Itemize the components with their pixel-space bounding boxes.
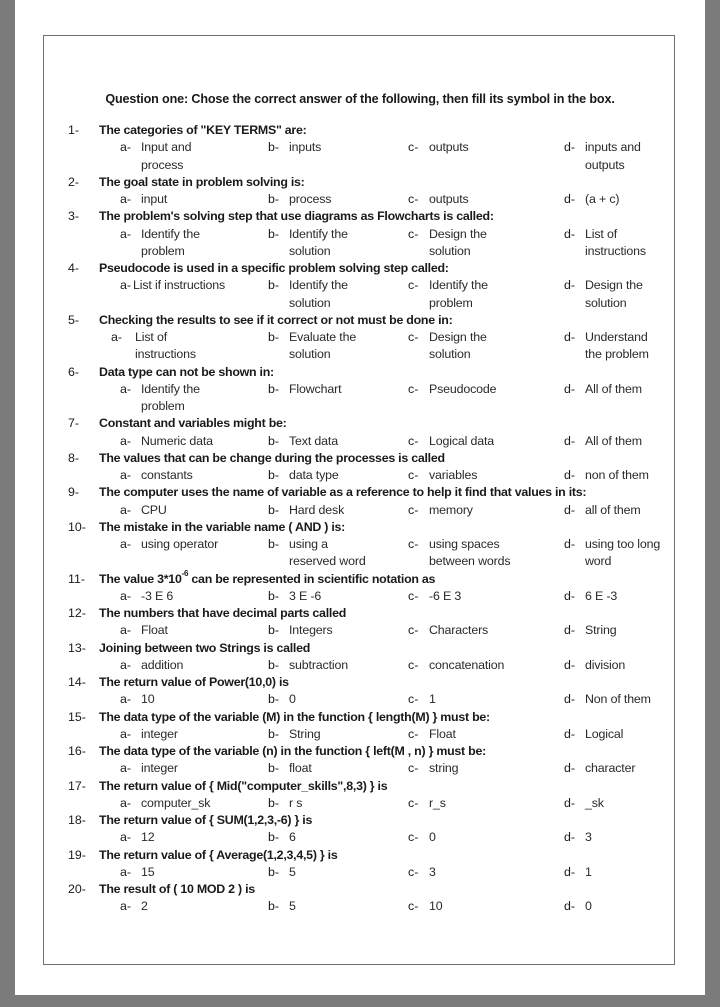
question-text: The values that can be change during the processes is called (99, 450, 445, 465)
option-letter: d- (564, 864, 576, 879)
question-text: The return value of Power(10,0) is (99, 675, 289, 689)
question-text: The problem's solving step that use diagrams as Flowcharts is called: (99, 209, 494, 224)
question-row (15, 640, 675, 657)
option-text: 6 E -3 (585, 588, 618, 603)
option-letter: c- (408, 795, 419, 810)
question-number: 1- (68, 123, 80, 137)
option-letter: c- (408, 502, 419, 517)
option-letter: b- (268, 623, 280, 638)
question-item (15, 450, 675, 485)
question-row (15, 881, 675, 898)
option-letter: a- (120, 537, 132, 551)
question-text: Joining between two Strings is called (99, 640, 311, 655)
answer-options (15, 898, 675, 915)
option-text: 6 (289, 830, 296, 845)
question-item (15, 605, 675, 640)
question-text: The computer uses the name of variable as a reference to help it find that values in its: (99, 485, 587, 500)
option-text: constants (141, 468, 193, 482)
option-text: using spaces between words (429, 537, 511, 569)
section-heading: Question one: Chose the correct answer of the following, then fill its symbol in the box. (105, 92, 615, 106)
option-text: input (141, 192, 168, 206)
option-text: character (585, 761, 636, 776)
option-letter: d- (564, 468, 576, 482)
option-letter: c- (408, 468, 419, 482)
answer-options (15, 381, 675, 416)
answer-options (15, 329, 675, 364)
option-letter: a- (120, 502, 132, 517)
option-letter: b- (268, 330, 280, 344)
option-text: subtraction (289, 657, 348, 672)
question-item (15, 674, 675, 709)
option-letter: b- (268, 226, 280, 241)
question-text: Data type can not be shown in: (99, 364, 274, 379)
option-text: 1 (585, 864, 592, 879)
option-letter: d- (564, 623, 576, 638)
option-text: Identify the solution (289, 226, 348, 258)
option-letter: d- (564, 330, 576, 344)
option-letter: c- (408, 726, 419, 741)
option-letter: c- (408, 278, 419, 293)
option-letter: a- (120, 433, 132, 448)
option-text: String (585, 623, 617, 638)
option-letter: a- (120, 899, 132, 914)
option-text: using operator (141, 537, 219, 551)
option-text: 0 (429, 830, 436, 845)
option-text: 15 (141, 864, 155, 879)
question-list (15, 122, 675, 916)
option-text: 3 (429, 864, 436, 879)
option-text: r s (289, 795, 303, 810)
question-row (15, 812, 675, 829)
question-row (15, 709, 675, 726)
option-text: Text data (289, 433, 338, 448)
option-letter: a- (120, 761, 132, 776)
option-letter: c- (408, 864, 419, 879)
option-text: Characters (429, 623, 489, 638)
question-text: The data type of the variable (n) in the function { left(M , n) } must be: (99, 744, 486, 758)
question-item (15, 847, 675, 882)
question-row (15, 605, 675, 622)
option-letter: c- (408, 761, 419, 776)
answer-options (15, 829, 675, 846)
option-letter: b- (268, 140, 280, 155)
question-item (15, 415, 675, 450)
question-row (15, 208, 675, 225)
answer-options (15, 588, 675, 605)
option-text: Pseudocode (429, 381, 497, 396)
option-letter: d- (564, 899, 576, 914)
option-letter: c- (408, 657, 419, 672)
question-text: The value $3*10^{-6}$ can be represented in scientific notation as (99, 569, 436, 586)
option-letter: b- (268, 692, 280, 707)
question-text: Checking the results to see if it correct or not must be done in: (99, 312, 453, 327)
option-text: Design the solution (429, 226, 487, 258)
option-text: string (429, 761, 459, 776)
option-letter: b- (268, 381, 280, 396)
question-row (15, 364, 675, 381)
option-text: outputs (429, 192, 469, 206)
question-item (15, 812, 675, 847)
question-number: 5- (68, 312, 80, 327)
option-text: addition (141, 657, 184, 672)
option-text: List of instructions (135, 330, 196, 362)
question-number: 10- (68, 519, 86, 534)
option-text: _sk (585, 795, 604, 810)
option-letter: b- (268, 795, 280, 810)
question-text: The data type of the variable (M) in the function { length(M) } must be: (99, 709, 490, 724)
option-text: 0 (585, 899, 592, 914)
option-letter: d- (564, 726, 576, 741)
option-letter: b- (268, 537, 280, 551)
option-letter: c- (408, 623, 419, 638)
option-text: r_s (429, 795, 446, 810)
option-letter: b- (268, 433, 280, 448)
option-letter: d- (564, 588, 576, 603)
option-letter: c- (408, 433, 419, 448)
question-text: Pseudocode is used in a specific problem solving step called: (99, 261, 449, 275)
option-text: non of them (585, 468, 649, 482)
question-row (15, 743, 675, 760)
question-row (15, 519, 675, 536)
question-number: 4- (68, 261, 80, 275)
question-item (15, 122, 675, 174)
question-row (15, 415, 675, 432)
option-text: All of them (585, 381, 642, 396)
option-text: Logical data (429, 433, 495, 448)
question-number: 9- (68, 485, 80, 500)
question-number: 19- (68, 847, 86, 862)
option-text: Identify the solution (289, 278, 348, 310)
option-text: 3 (585, 830, 592, 845)
question-item (15, 312, 675, 364)
exponent: -6 (181, 569, 189, 579)
option-text: 10 (141, 692, 155, 707)
option-letter: c- (408, 192, 419, 206)
option-text: Flowchart (289, 381, 342, 396)
option-text: all of them (585, 502, 641, 517)
option-text: variables (429, 468, 478, 482)
question-item (15, 640, 675, 675)
option-letter: a- (111, 330, 123, 344)
question-item (15, 778, 675, 813)
option-letter: a- (120, 795, 132, 810)
question-number: 3- (68, 209, 80, 224)
option-text: inputs and outputs (585, 140, 641, 172)
question-item (15, 571, 675, 606)
question-item (15, 484, 675, 519)
option-letter: d- (564, 192, 576, 206)
option-letter: a- (120, 692, 132, 707)
option-letter: d- (564, 537, 576, 551)
option-letter: c- (408, 588, 419, 603)
answer-options (15, 226, 675, 261)
option-text: Input and process (141, 140, 192, 172)
option-text: process (289, 192, 332, 206)
option-letter: a- (120, 140, 132, 155)
option-text: -6 E 3 (429, 588, 462, 603)
option-letter: a- (120, 623, 132, 638)
option-text: Float (429, 726, 456, 741)
option-letter: c- (408, 692, 419, 707)
question-number: 13- (68, 640, 86, 655)
option-text: List if instructions (133, 278, 226, 293)
option-letter: c- (408, 330, 419, 344)
option-text: memory (429, 502, 473, 517)
option-text: Integers (289, 623, 333, 638)
question-item (15, 743, 675, 778)
option-text: List of instructions (585, 226, 646, 258)
option-text: concatenation (429, 657, 505, 672)
option-text: 5 (289, 864, 296, 879)
option-letter: b- (268, 278, 280, 293)
option-letter: c- (408, 226, 419, 241)
option-letter: c- (408, 537, 419, 551)
answer-options (15, 467, 675, 484)
option-text: Numeric data (141, 433, 213, 448)
option-letter: b- (268, 588, 280, 603)
option-text: inputs (289, 140, 322, 155)
option-text: String (289, 726, 321, 741)
question-item (15, 208, 675, 260)
option-letter: a- (120, 468, 132, 482)
question-text: The numbers that have decimal parts called (99, 606, 347, 620)
question-number: 6- (68, 364, 80, 379)
answer-options (15, 795, 675, 812)
option-letter: b- (268, 761, 280, 776)
option-letter: d- (564, 692, 576, 707)
option-text: Identify the problem (141, 381, 200, 413)
option-letter: b- (268, 502, 280, 517)
option-letter: b- (268, 192, 280, 206)
question-row (15, 122, 675, 139)
option-text: outputs (429, 140, 469, 155)
answer-options (15, 502, 675, 519)
option-letter: d- (564, 278, 576, 293)
question-row (15, 450, 675, 467)
question-row (15, 260, 675, 277)
exam-page (15, 0, 705, 995)
option-text: Design the solution (585, 278, 643, 310)
option-letter: a- (120, 278, 132, 293)
question-number: 15- (68, 709, 86, 724)
question-text: The result of ( 10 MOD 2 ) is (99, 882, 255, 896)
option-text: integer (141, 761, 178, 776)
answer-options (15, 433, 675, 450)
option-text: CPU (141, 502, 167, 517)
option-letter: a- (120, 864, 132, 879)
answer-options (15, 657, 675, 674)
option-letter: d- (564, 761, 576, 776)
option-text: 5 (289, 899, 296, 914)
option-letter: d- (564, 795, 576, 810)
question-item (15, 881, 675, 916)
question-row (15, 674, 675, 691)
question-number: 17- (68, 778, 86, 793)
option-text: using a reserved word (289, 537, 366, 569)
option-letter: d- (564, 433, 576, 448)
question-row (15, 484, 675, 501)
answer-options (15, 864, 675, 881)
answer-options (15, 277, 675, 312)
option-text: Identify the problem (429, 278, 488, 310)
option-letter: d- (564, 657, 576, 672)
option-text: Logical (585, 726, 624, 741)
option-text: -3 E 6 (141, 588, 174, 603)
question-number: 16- (68, 744, 86, 758)
answer-options (15, 726, 675, 743)
option-letter: d- (564, 140, 576, 155)
option-text: Float (141, 623, 168, 638)
option-letter: b- (268, 726, 280, 741)
option-text: computer_sk (141, 795, 211, 810)
option-letter: c- (408, 140, 419, 155)
option-text: float (289, 761, 312, 776)
option-letter: c- (408, 830, 419, 845)
option-text: (a + c) (585, 192, 620, 206)
option-text: Evaluate the solution (289, 330, 357, 362)
question-text: The mistake in the variable name ( AND ) is: (99, 519, 346, 534)
question-number: 20- (68, 882, 86, 896)
option-letter: c- (408, 381, 419, 396)
answer-options (15, 760, 675, 777)
question-number: 18- (68, 813, 86, 827)
question-row (15, 571, 675, 588)
option-text: 2 (141, 899, 148, 914)
option-letter: d- (564, 381, 576, 396)
option-text: All of them (585, 433, 642, 448)
option-text: division (585, 657, 626, 672)
question-text: The return value of { Mid("computer_skills",8,3) } is (99, 778, 388, 793)
option-text: 1 (429, 692, 436, 707)
option-text: Design the solution (429, 330, 487, 362)
question-number: 11- (68, 571, 85, 586)
option-text: Identify the problem (141, 226, 200, 258)
question-number: 7- (68, 416, 80, 431)
option-text: data type (289, 468, 339, 482)
question-number: 2- (68, 174, 80, 189)
option-text: 0 (289, 692, 296, 707)
answer-options (15, 139, 675, 174)
option-text: 12 (141, 830, 155, 845)
option-letter: b- (268, 830, 280, 845)
question-row (15, 778, 675, 795)
question-text: The categories of "KEY TERMS" are: (99, 123, 307, 137)
question-item (15, 260, 675, 312)
option-letter: d- (564, 830, 576, 845)
option-letter: a- (120, 192, 132, 206)
option-letter: a- (120, 657, 132, 672)
option-text: integer (141, 726, 178, 741)
option-letter: a- (120, 726, 132, 741)
option-letter: a- (120, 830, 132, 845)
question-item (15, 174, 675, 209)
answer-options (15, 622, 675, 639)
question-item (15, 364, 675, 416)
option-letter: b- (268, 657, 280, 672)
question-text: The return value of { Average(1,2,3,4,5) } is (99, 847, 338, 862)
answer-options (15, 536, 675, 571)
option-text: 10 (429, 899, 443, 914)
question-text: The return value of { SUM(1,2,3,-6) } is (99, 813, 313, 827)
question-text: Constant and variables might be: (99, 416, 287, 431)
question-row (15, 174, 675, 191)
question-row (15, 312, 675, 329)
option-text: using too long word (585, 537, 661, 569)
option-letter: c- (408, 899, 419, 914)
question-text: The goal state in problem solving is: (99, 174, 305, 189)
option-letter: a- (120, 588, 132, 603)
question-number: 14- (68, 675, 86, 689)
answer-options (15, 691, 675, 708)
question-item (15, 709, 675, 744)
option-letter: b- (268, 899, 280, 914)
option-text: Hard desk (289, 502, 345, 517)
option-text: 3 E -6 (289, 588, 322, 603)
option-text: Non of them (585, 692, 651, 707)
question-number: 8- (68, 450, 80, 465)
option-text: Understand the problem (585, 330, 649, 362)
option-letter: b- (268, 864, 280, 879)
question-row (15, 847, 675, 864)
question-item (15, 519, 675, 571)
answer-options (15, 191, 675, 208)
option-letter: d- (564, 226, 576, 241)
option-letter: b- (268, 468, 280, 482)
option-letter: a- (120, 226, 132, 241)
question-number: 12- (68, 606, 86, 620)
option-letter: d- (564, 502, 576, 517)
option-letter: a- (120, 381, 132, 396)
